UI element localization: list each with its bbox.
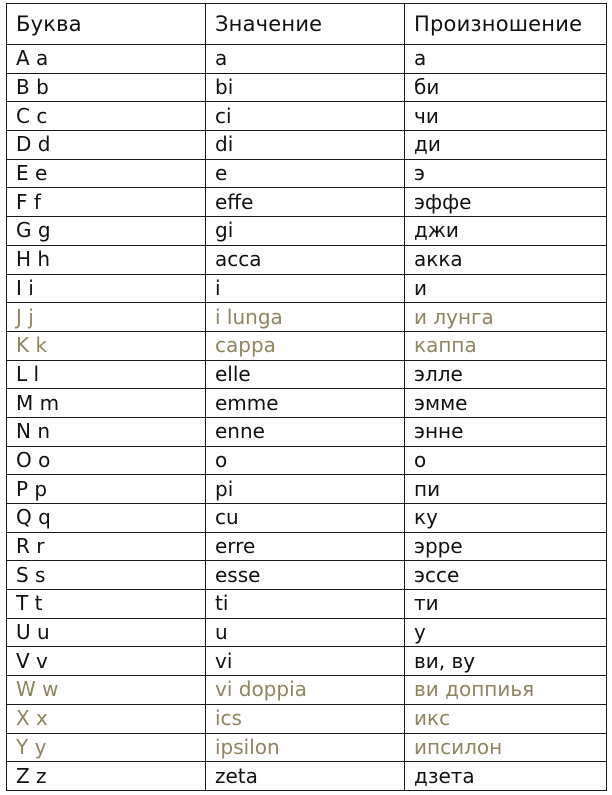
letter-cell: U u <box>7 618 206 647</box>
name-cell: pi <box>206 475 405 504</box>
letter-cell: O o <box>7 446 206 475</box>
header-name: Значение <box>206 4 405 45</box>
pronunciation-cell: эмме <box>405 389 607 418</box>
table-row <box>7 303 607 332</box>
pronunciation-cell: чи <box>405 102 607 131</box>
pronunciation-cell: би <box>405 73 607 102</box>
table-row <box>7 389 607 418</box>
letter-cell: G g <box>7 217 206 246</box>
alphabet-table <box>6 3 607 791</box>
header-letter: Буква <box>7 4 206 45</box>
table-row <box>7 618 607 647</box>
table-row <box>7 704 607 733</box>
name-cell: gi <box>206 217 405 246</box>
pronunciation-cell: ти <box>405 590 607 619</box>
header-pronunciation: Произношение <box>405 4 607 45</box>
name-cell: bi <box>206 73 405 102</box>
name-cell: emme <box>206 389 405 418</box>
table-header-row <box>7 4 607 45</box>
table-row <box>7 360 607 389</box>
pronunciation-cell: акка <box>405 245 607 274</box>
letter-cell: M m <box>7 389 206 418</box>
pronunciation-cell: пи <box>405 475 607 504</box>
letter-cell: K k <box>7 331 206 360</box>
table-row <box>7 504 607 533</box>
letter-cell: E e <box>7 159 206 188</box>
letter-cell: F f <box>7 188 206 217</box>
letter-cell: P p <box>7 475 206 504</box>
letter-cell: B b <box>7 73 206 102</box>
table-row <box>7 647 607 676</box>
pronunciation-cell: а <box>405 45 607 74</box>
letter-cell: L l <box>7 360 206 389</box>
name-cell: di <box>206 131 405 160</box>
letter-cell: N n <box>7 417 206 446</box>
name-cell: e <box>206 159 405 188</box>
table-row <box>7 331 607 360</box>
pronunciation-cell: ку <box>405 504 607 533</box>
name-cell: cappa <box>206 331 405 360</box>
table-body <box>7 45 607 791</box>
table-row <box>7 102 607 131</box>
name-cell: acca <box>206 245 405 274</box>
pronunciation-cell: ви доппиья <box>405 676 607 705</box>
table-row <box>7 73 607 102</box>
table-row <box>7 532 607 561</box>
name-cell: o <box>206 446 405 475</box>
pronunciation-cell: энне <box>405 417 607 446</box>
pronunciation-cell: и лунга <box>405 303 607 332</box>
letter-cell: R r <box>7 532 206 561</box>
name-cell: ci <box>206 102 405 131</box>
table-row <box>7 274 607 303</box>
table-row <box>7 217 607 246</box>
name-cell: ipsilon <box>206 733 405 762</box>
letter-cell: X x <box>7 704 206 733</box>
pronunciation-cell: каппа <box>405 331 607 360</box>
table-row <box>7 590 607 619</box>
pronunciation-cell: ди <box>405 131 607 160</box>
table-row <box>7 188 607 217</box>
name-cell: ics <box>206 704 405 733</box>
pronunciation-cell: джи <box>405 217 607 246</box>
name-cell: vi doppia <box>206 676 405 705</box>
pronunciation-cell: икс <box>405 704 607 733</box>
table-row <box>7 475 607 504</box>
letter-cell: D d <box>7 131 206 160</box>
pronunciation-cell: ипсилон <box>405 733 607 762</box>
pronunciation-cell: э <box>405 159 607 188</box>
table-row <box>7 446 607 475</box>
name-cell: a <box>206 45 405 74</box>
table-row <box>7 561 607 590</box>
pronunciation-cell: эрре <box>405 532 607 561</box>
pronunciation-cell: ви, ву <box>405 647 607 676</box>
name-cell: cu <box>206 504 405 533</box>
letter-cell: A a <box>7 45 206 74</box>
table-row <box>7 762 607 791</box>
pronunciation-cell: элле <box>405 360 607 389</box>
name-cell: erre <box>206 532 405 561</box>
table-row <box>7 159 607 188</box>
letter-cell: S s <box>7 561 206 590</box>
letter-cell: T t <box>7 590 206 619</box>
name-cell: zeta <box>206 762 405 791</box>
name-cell: effe <box>206 188 405 217</box>
table-row <box>7 733 607 762</box>
pronunciation-cell: у <box>405 618 607 647</box>
letter-cell: Z z <box>7 762 206 791</box>
letter-cell: W w <box>7 676 206 705</box>
name-cell: enne <box>206 417 405 446</box>
letter-cell: Q q <box>7 504 206 533</box>
pronunciation-cell: о <box>405 446 607 475</box>
name-cell: i <box>206 274 405 303</box>
table-row <box>7 45 607 74</box>
letter-cell: V v <box>7 647 206 676</box>
pronunciation-cell: и <box>405 274 607 303</box>
name-cell: elle <box>206 360 405 389</box>
pronunciation-cell: эссе <box>405 561 607 590</box>
pronunciation-cell: эффе <box>405 188 607 217</box>
table-row <box>7 131 607 160</box>
table-row <box>7 417 607 446</box>
name-cell: u <box>206 618 405 647</box>
table-row <box>7 676 607 705</box>
name-cell: vi <box>206 647 405 676</box>
name-cell: ti <box>206 590 405 619</box>
name-cell: i lunga <box>206 303 405 332</box>
name-cell: esse <box>206 561 405 590</box>
pronunciation-cell: дзета <box>405 762 607 791</box>
letter-cell: Y y <box>7 733 206 762</box>
alphabet-table-frame <box>6 3 606 791</box>
table-row <box>7 245 607 274</box>
letter-cell: C c <box>7 102 206 131</box>
letter-cell: J j <box>7 303 206 332</box>
letter-cell: H h <box>7 245 206 274</box>
letter-cell: I i <box>7 274 206 303</box>
